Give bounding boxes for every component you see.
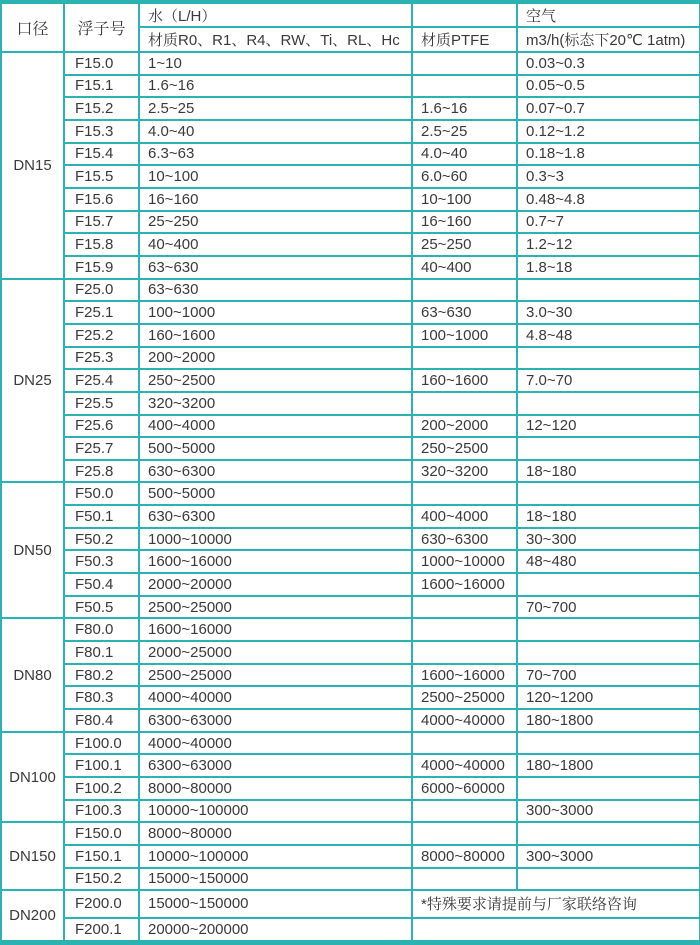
water-ptfe-value-cell: 4000~40000 xyxy=(412,709,517,732)
table-row-F15.7 xyxy=(1,211,700,234)
water-ptfe-value-cell: 1.6~16 xyxy=(412,97,517,120)
air-value-cell: 1.2~12 xyxy=(517,233,700,256)
water-ptfe-value-cell xyxy=(412,868,517,891)
table-row-F150.1 xyxy=(1,845,700,868)
table-row-F25.3 xyxy=(1,347,700,370)
table-row-F100.2 xyxy=(1,777,700,800)
water-standard-value-cell: 40~400 xyxy=(139,233,412,256)
float-number-cell: F25.7 xyxy=(64,437,139,460)
table-row-F50.2 xyxy=(1,528,700,551)
water-ptfe-value-cell: 1600~16000 xyxy=(412,573,517,596)
water-ptfe-value-cell xyxy=(412,822,517,845)
water-ptfe-value-cell: 16~160 xyxy=(412,211,517,234)
table-row-F80.2 xyxy=(1,664,700,687)
table-row-F25.5 xyxy=(1,392,700,415)
table-row-F150.0 xyxy=(1,822,700,845)
air-value-cell xyxy=(517,573,700,596)
header-air-group: 空气 xyxy=(517,2,700,27)
water-standard-value-cell: 630~6300 xyxy=(139,460,412,483)
float-number-cell: F150.2 xyxy=(64,868,139,891)
water-ptfe-value-cell: 4.0~40 xyxy=(412,143,517,166)
float-number-cell: F80.0 xyxy=(64,618,139,641)
water-ptfe-value-cell: 400~4000 xyxy=(412,505,517,528)
water-standard-value-cell: 15000~150000 xyxy=(139,868,412,891)
water-ptfe-value-cell xyxy=(412,75,517,98)
table-row-F100.3 xyxy=(1,800,700,823)
water-standard-value-cell: 500~5000 xyxy=(139,437,412,460)
water-standard-value-cell: 6300~63000 xyxy=(139,709,412,732)
water-standard-value-cell: 63~630 xyxy=(139,279,412,302)
header-water-group: 水（L/H） xyxy=(139,2,412,27)
header-water-material-ptfe: 材质PTFE xyxy=(412,27,517,52)
water-standard-value-cell: 1600~16000 xyxy=(139,618,412,641)
table-row-F15.5 xyxy=(1,165,700,188)
water-standard-value-cell: 250~2500 xyxy=(139,369,412,392)
water-ptfe-value-cell xyxy=(412,732,517,755)
table-row-F15.6 xyxy=(1,188,700,211)
water-standard-value-cell: 630~6300 xyxy=(139,505,412,528)
water-standard-value-cell: 1.6~16 xyxy=(139,75,412,98)
water-ptfe-value-cell xyxy=(412,347,517,370)
water-standard-value-cell: 10~100 xyxy=(139,165,412,188)
water-standard-value-cell: 1000~10000 xyxy=(139,528,412,551)
water-standard-value-cell: 1600~16000 xyxy=(139,550,412,573)
header-float-number: 浮子号 xyxy=(64,2,139,52)
table-row-F200.1 xyxy=(1,918,700,943)
table-row-F25.1 xyxy=(1,301,700,324)
water-standard-value-cell: 4.0~40 xyxy=(139,120,412,143)
air-value-cell: 3.0~30 xyxy=(517,301,700,324)
float-number-cell: F15.1 xyxy=(64,75,139,98)
water-ptfe-value-cell: 10~100 xyxy=(412,188,517,211)
air-value-cell: 0.12~1.2 xyxy=(517,120,700,143)
air-value-cell xyxy=(517,347,700,370)
spec-table-body xyxy=(1,52,700,943)
table-row-F15.0 xyxy=(1,52,700,75)
water-ptfe-value-cell: 25~250 xyxy=(412,233,517,256)
air-value-cell: 0.3~3 xyxy=(517,165,700,188)
float-number-cell: F100.1 xyxy=(64,754,139,777)
table-row-F50.3 xyxy=(1,550,700,573)
table-row-F25.0 xyxy=(1,279,700,302)
diameter-cell-dn15: DN15 xyxy=(1,52,64,279)
water-ptfe-value-cell: 6.0~60 xyxy=(412,165,517,188)
air-value-cell: 300~3000 xyxy=(517,845,700,868)
water-standard-value-cell: 10000~100000 xyxy=(139,800,412,823)
water-standard-value-cell: 160~1600 xyxy=(139,324,412,347)
air-value-cell: 18~180 xyxy=(517,460,700,483)
air-value-cell xyxy=(517,732,700,755)
table-row-F25.6 xyxy=(1,415,700,438)
header-row-1 xyxy=(1,2,700,27)
water-standard-value-cell: 2500~25000 xyxy=(139,664,412,687)
special-note-cell: *特殊要求请提前与厂家联络咨询 xyxy=(412,890,700,917)
table-row-F50.1 xyxy=(1,505,700,528)
float-number-cell: F25.2 xyxy=(64,324,139,347)
diameter-cell-dn25: DN25 xyxy=(1,279,64,483)
float-number-cell: F200.1 xyxy=(64,918,139,943)
table-row-F80.4 xyxy=(1,709,700,732)
air-value-cell xyxy=(517,777,700,800)
water-standard-value-cell: 320~3200 xyxy=(139,392,412,415)
water-standard-value-cell: 1~10 xyxy=(139,52,412,75)
water-standard-value-cell: 25~250 xyxy=(139,211,412,234)
float-number-cell: F50.0 xyxy=(64,482,139,505)
water-standard-value-cell: 20000~200000 xyxy=(139,918,412,943)
table-row-F100.0 xyxy=(1,732,700,755)
water-ptfe-value-cell: 160~1600 xyxy=(412,369,517,392)
water-standard-value-cell: 400~4000 xyxy=(139,415,412,438)
float-number-cell: F80.4 xyxy=(64,709,139,732)
diameter-cell-dn200: DN200 xyxy=(1,890,64,942)
table-row-F50.0 xyxy=(1,482,700,505)
air-value-cell xyxy=(517,482,700,505)
water-standard-value-cell: 2.5~25 xyxy=(139,97,412,120)
float-number-cell: F15.3 xyxy=(64,120,139,143)
water-ptfe-value-cell: 250~2500 xyxy=(412,437,517,460)
air-value-cell xyxy=(517,437,700,460)
float-number-cell: F25.1 xyxy=(64,301,139,324)
water-ptfe-value-cell xyxy=(412,800,517,823)
table-row-F25.7 xyxy=(1,437,700,460)
table-row-F200.0 xyxy=(1,890,700,917)
air-value-cell: 70~700 xyxy=(517,596,700,619)
table-row-F15.4 xyxy=(1,143,700,166)
air-value-cell: 30~300 xyxy=(517,528,700,551)
air-value-cell: 0.07~0.7 xyxy=(517,97,700,120)
table-row-F25.8 xyxy=(1,460,700,483)
float-number-cell: F25.3 xyxy=(64,347,139,370)
air-value-cell: 0.7~7 xyxy=(517,211,700,234)
float-number-cell: F15.9 xyxy=(64,256,139,279)
float-number-cell: F25.8 xyxy=(64,460,139,483)
header-water-group-empty xyxy=(412,2,517,27)
water-ptfe-value-cell: 2500~25000 xyxy=(412,686,517,709)
water-ptfe-value-cell: 100~1000 xyxy=(412,324,517,347)
table-row-F15.3 xyxy=(1,120,700,143)
air-value-cell: 0.48~4.8 xyxy=(517,188,700,211)
water-ptfe-value-cell xyxy=(412,641,517,664)
float-number-cell: F15.7 xyxy=(64,211,139,234)
table-row-F25.4 xyxy=(1,369,700,392)
header-water-material-standard: 材质R0、R1、R4、RW、Ti、RL、Hc xyxy=(139,27,412,52)
water-standard-value-cell: 8000~80000 xyxy=(139,777,412,800)
air-value-cell: 0.18~1.8 xyxy=(517,143,700,166)
water-standard-value-cell: 200~2000 xyxy=(139,347,412,370)
header-diameter: 口径 xyxy=(1,2,64,52)
float-number-cell: F15.5 xyxy=(64,165,139,188)
air-value-cell xyxy=(517,868,700,891)
table-row-F100.1 xyxy=(1,754,700,777)
table-row-F80.1 xyxy=(1,641,700,664)
merged-empty-cell xyxy=(412,918,700,943)
water-ptfe-value-cell: 320~3200 xyxy=(412,460,517,483)
float-number-cell: F15.8 xyxy=(64,233,139,256)
float-number-cell: F80.1 xyxy=(64,641,139,664)
water-standard-value-cell: 500~5000 xyxy=(139,482,412,505)
water-standard-value-cell: 100~1000 xyxy=(139,301,412,324)
air-value-cell: 180~1800 xyxy=(517,754,700,777)
table-row-F80.3 xyxy=(1,686,700,709)
float-number-cell: F15.4 xyxy=(64,143,139,166)
water-standard-value-cell: 2500~25000 xyxy=(139,596,412,619)
air-value-cell: 48~480 xyxy=(517,550,700,573)
float-number-cell: F50.2 xyxy=(64,528,139,551)
water-ptfe-value-cell: 8000~80000 xyxy=(412,845,517,868)
float-number-cell: F150.0 xyxy=(64,822,139,845)
float-number-cell: F100.3 xyxy=(64,800,139,823)
water-ptfe-value-cell xyxy=(412,392,517,415)
air-value-cell xyxy=(517,822,700,845)
water-ptfe-value-cell xyxy=(412,279,517,302)
float-number-cell: F50.5 xyxy=(64,596,139,619)
water-standard-value-cell: 15000~150000 xyxy=(139,890,412,917)
float-number-cell: F25.4 xyxy=(64,369,139,392)
float-number-cell: F15.2 xyxy=(64,97,139,120)
float-number-cell: F100.2 xyxy=(64,777,139,800)
water-ptfe-value-cell: 40~400 xyxy=(412,256,517,279)
float-number-cell: F25.0 xyxy=(64,279,139,302)
float-number-cell: F15.6 xyxy=(64,188,139,211)
water-standard-value-cell: 63~630 xyxy=(139,256,412,279)
water-ptfe-value-cell: 6000~60000 xyxy=(412,777,517,800)
diameter-cell-dn50: DN50 xyxy=(1,482,64,618)
diameter-cell-dn100: DN100 xyxy=(1,732,64,823)
float-number-cell: F150.1 xyxy=(64,845,139,868)
float-number-cell: F50.3 xyxy=(64,550,139,573)
water-ptfe-value-cell: 2.5~25 xyxy=(412,120,517,143)
water-ptfe-value-cell xyxy=(412,596,517,619)
air-value-cell: 18~180 xyxy=(517,505,700,528)
table-row-F150.2 xyxy=(1,868,700,891)
float-number-cell: F50.4 xyxy=(64,573,139,596)
spec-table-header xyxy=(1,2,700,52)
water-standard-value-cell: 16~160 xyxy=(139,188,412,211)
float-number-cell: F15.0 xyxy=(64,52,139,75)
water-ptfe-value-cell: 630~6300 xyxy=(412,528,517,551)
water-standard-value-cell: 2000~20000 xyxy=(139,573,412,596)
water-ptfe-value-cell xyxy=(412,52,517,75)
float-number-cell: F25.6 xyxy=(64,415,139,438)
water-standard-value-cell: 2000~25000 xyxy=(139,641,412,664)
water-standard-value-cell: 8000~80000 xyxy=(139,822,412,845)
water-ptfe-value-cell: 200~2000 xyxy=(412,415,517,438)
table-row-F15.9 xyxy=(1,256,700,279)
air-value-cell: 0.03~0.3 xyxy=(517,52,700,75)
water-ptfe-value-cell: 1000~10000 xyxy=(412,550,517,573)
water-ptfe-value-cell xyxy=(412,482,517,505)
air-value-cell: 7.0~70 xyxy=(517,369,700,392)
water-ptfe-value-cell: 63~630 xyxy=(412,301,517,324)
table-row-F15.2 xyxy=(1,97,700,120)
float-number-cell: F80.3 xyxy=(64,686,139,709)
diameter-cell-dn80: DN80 xyxy=(1,618,64,731)
air-value-cell: 70~700 xyxy=(517,664,700,687)
air-value-cell xyxy=(517,279,700,302)
air-value-cell xyxy=(517,618,700,641)
air-value-cell: 120~1200 xyxy=(517,686,700,709)
air-value-cell: 1.8~18 xyxy=(517,256,700,279)
float-number-cell: F50.1 xyxy=(64,505,139,528)
air-value-cell: 300~3000 xyxy=(517,800,700,823)
float-number-cell: F100.0 xyxy=(64,732,139,755)
table-row-F15.1 xyxy=(1,75,700,98)
table-row-F25.2 xyxy=(1,324,700,347)
air-value-cell: 4.8~48 xyxy=(517,324,700,347)
water-standard-value-cell: 4000~40000 xyxy=(139,732,412,755)
water-ptfe-value-cell: 1600~16000 xyxy=(412,664,517,687)
water-standard-value-cell: 6300~63000 xyxy=(139,754,412,777)
water-standard-value-cell: 10000~100000 xyxy=(139,845,412,868)
water-ptfe-value-cell: 4000~40000 xyxy=(412,754,517,777)
water-standard-value-cell: 6.3~63 xyxy=(139,143,412,166)
float-number-cell: F80.2 xyxy=(64,664,139,687)
air-value-cell: 12~120 xyxy=(517,415,700,438)
table-row-F80.0 xyxy=(1,618,700,641)
air-value-cell: 180~1800 xyxy=(517,709,700,732)
water-ptfe-value-cell xyxy=(412,618,517,641)
table-row-F50.5 xyxy=(1,596,700,619)
diameter-cell-dn150: DN150 xyxy=(1,822,64,890)
table-row-F50.4 xyxy=(1,573,700,596)
air-value-cell xyxy=(517,641,700,664)
header-air-unit: m3/h(标态下20℃ 1atm) xyxy=(517,27,700,52)
table-row-F15.8 xyxy=(1,233,700,256)
air-value-cell xyxy=(517,392,700,415)
air-value-cell: 0.05~0.5 xyxy=(517,75,700,98)
float-number-cell: F200.0 xyxy=(64,890,139,917)
float-number-cell: F25.5 xyxy=(64,392,139,415)
water-standard-value-cell: 4000~40000 xyxy=(139,686,412,709)
